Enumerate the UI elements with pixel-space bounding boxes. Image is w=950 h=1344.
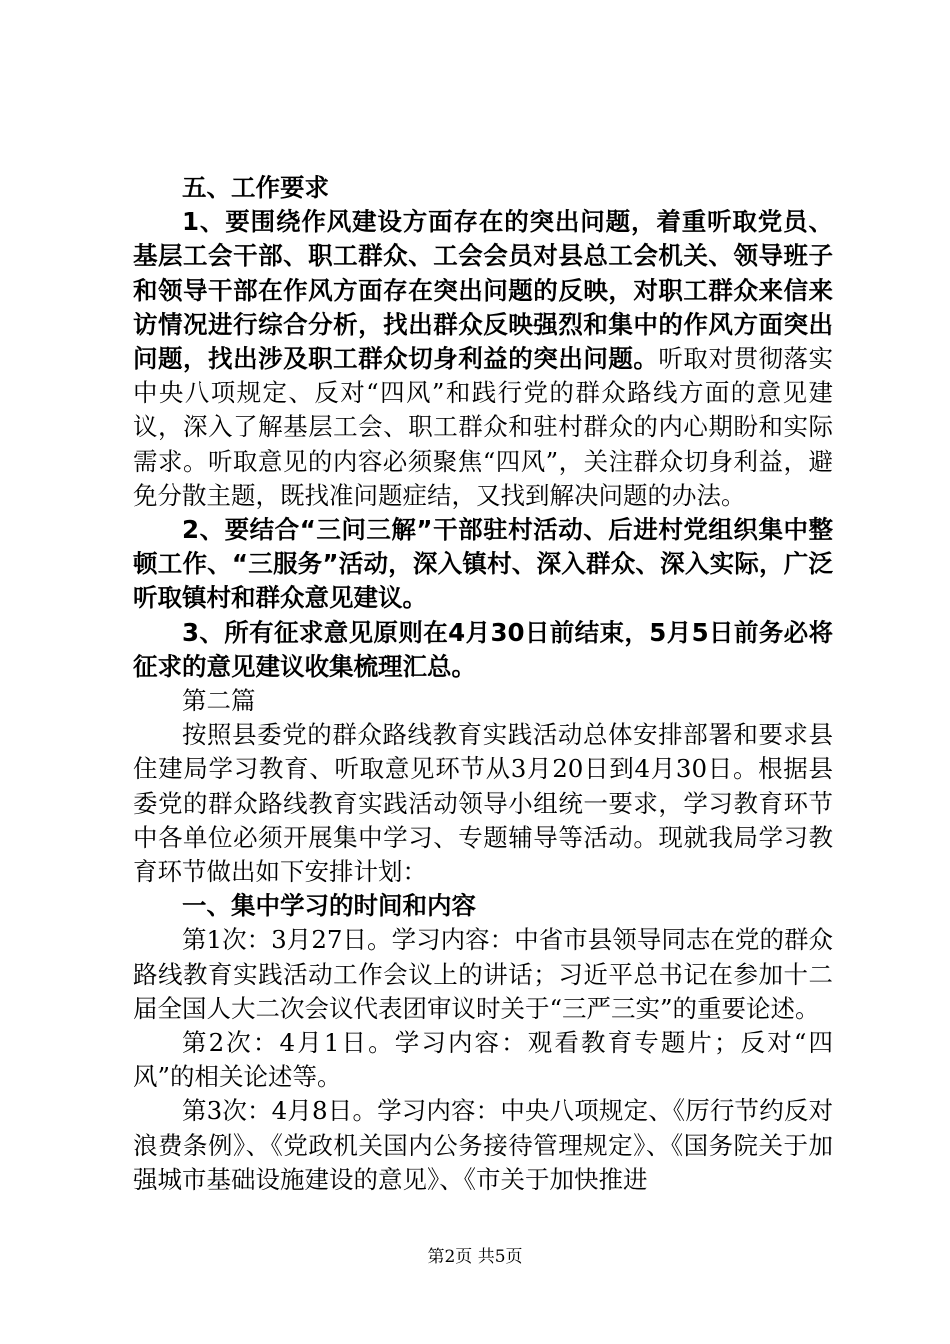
paragraph-regular-text: 听取对贯彻落实中央八项规定、反对“四风”和践行党的群众路线方面的意见建议，深入了解基层工会、职工群众和驻村群众的内心期盼和实际需求。听取意见的内容必须聚焦“四风”，关注群众切身利益，避免分散主题，既找准问题症结，又找到解决问题的办法。 <box>133 344 834 510</box>
page-footer: 第2页 共5页 <box>427 1247 523 1267</box>
paragraph: 第3次：4月8日。学习内容：中央八项规定、《厉行节约反对浪费条例》、《党政机关国内公务接待管理规定》、《国务院关于加强城市基础设施建设的意见》、《市关于加快推进 <box>133 1096 833 1194</box>
paragraph <box>133 205 833 513</box>
paragraph-bold-text: 1、要围绕作风建设方面存在的突出问题，着重听取党员、基层工会干部、职工群众、工会会员对县总工会机关、领导班子和领导干部在作风方面存在突出问题的反映，对职工群众来信来访情况进行综合分析，找出群众反映强烈和集中的作风方面突出问题，找出涉及职工群众切身利益的突出问题。 <box>133 207 833 374</box>
section-heading: 五、工作要求 <box>182 173 329 202</box>
paragraph: 2、要结合“三问三解”干部驻村活动、后进村党组织集中整顿工作、“三服务”活动，深入镇村、深入群众、深入实际，广泛听取镇村和群众意见建议。 <box>133 515 833 613</box>
paragraph: 3、所有征求意见原则在4月30日前结束，5月5日前务必将征求的意见建议收集梳理汇总。 <box>133 617 833 681</box>
paragraph: 第2次：4月1日。学习内容：观看教育专题片；反对“四风”的相关论述等。 <box>133 1028 833 1092</box>
paragraph: 第1次：3月27日。学习内容：中省市县领导同志在党的群众路线教育实践活动工作会议上的讲话；习近平总书记在参加十二届全国人大二次会议代表团审议时关于“三严三实”的重要论述。 <box>133 925 833 1023</box>
document-body <box>133 171 833 1197</box>
section-heading: 一、集中学习的时间和内容 <box>182 891 476 921</box>
part-title: 第二篇 <box>182 686 256 716</box>
paragraph: 按照县委党的群众路线教育实践活动总体安排部署和要求县住建局学习教育、听取意见环节从3月20日到4月30日。根据县委党的群众路线教育实践活动领导小组统一要求，学习教育环节中各单位必须开展集中学习、专题辅导等活动。现就我局学习教育环节做出如下安排计划： <box>133 720 833 887</box>
